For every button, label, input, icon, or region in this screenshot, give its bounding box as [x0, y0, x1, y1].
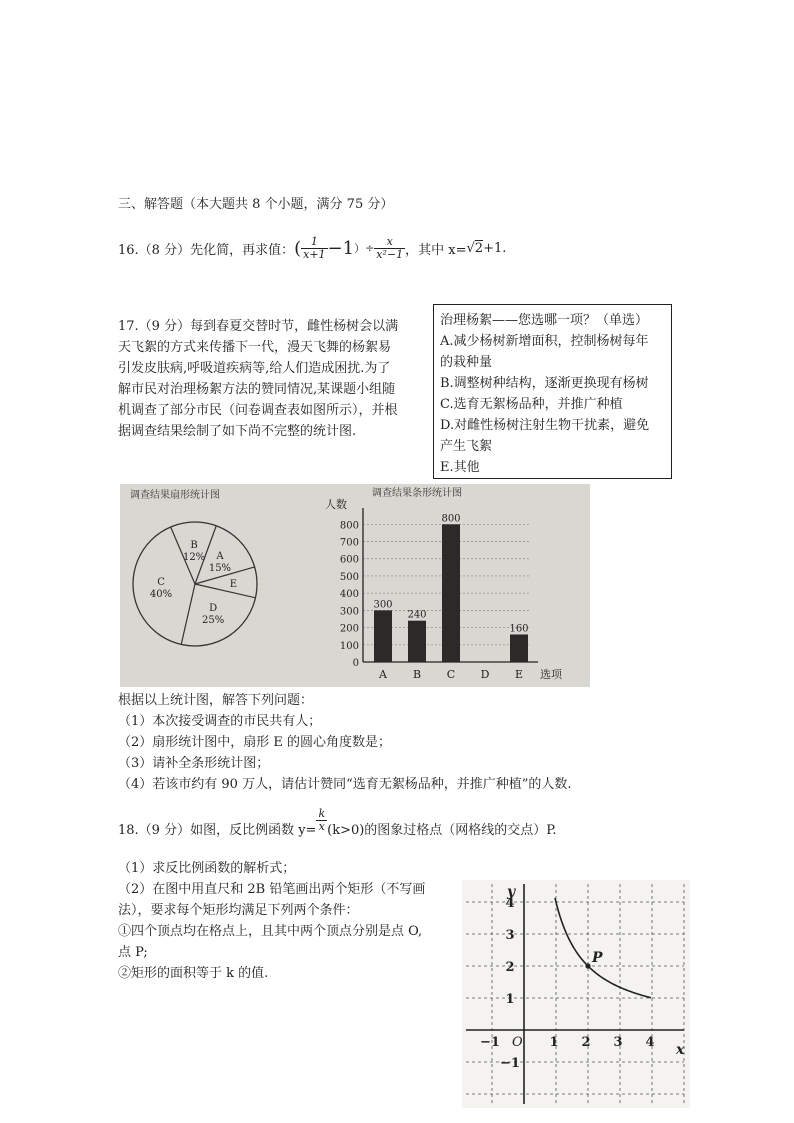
q17-question-3: （3）请补全条形统计图； — [118, 756, 270, 771]
pie-slice-C — [181, 584, 195, 644]
statistics-svg — [120, 484, 590, 687]
q18-text — [118, 858, 448, 984]
y-tick-label: 4 — [505, 896, 515, 911]
bar-title: 调查结果条形统计图 — [372, 488, 462, 499]
y-tick-label: −1 — [500, 1056, 520, 1071]
q18-line-item: 点 P; — [118, 945, 148, 960]
pie-label-C: 40% — [149, 589, 173, 601]
x-tick-label: 2 — [581, 1035, 591, 1050]
bar-value-label-B: 240 — [407, 609, 427, 621]
q18-prefix: 18.（9 分）如图，反比例函数 y= — [118, 822, 317, 838]
bar-B — [408, 621, 426, 662]
bar-xlabel: 选项 — [540, 668, 562, 681]
pie-slice-D — [195, 584, 255, 598]
bar-ytick-label: 700 — [339, 537, 359, 549]
inverse-function-curve — [555, 898, 651, 998]
survey-questionnaire — [433, 304, 672, 479]
bar-ytick-label: 400 — [339, 589, 359, 601]
q16-minus-one: −1 — [327, 237, 355, 259]
q16-open-paren: ( — [294, 237, 302, 259]
y-tick-label: 2 — [505, 960, 515, 975]
q17-line: 解市民对治理杨絮方法的赞同情况,某课题小组随 — [118, 382, 396, 397]
q16-line — [118, 228, 506, 268]
pie-title: 调查结果扇形统计图 — [130, 490, 220, 501]
q17-line: 17.（9 分）每到春夏交替时节，雌性杨树会以满 — [118, 319, 399, 334]
survey-line: D.对雌性杨树注射生物干扰素，避免 — [440, 418, 650, 433]
bar-ylabel: 人数 — [325, 498, 347, 511]
q18-line-item: 法），要求每个矩形均满足下列两个条件： — [118, 903, 359, 918]
q16-prefix: 16.（8 分）先化简，再求值： — [118, 242, 295, 258]
grid-lines — [462, 884, 684, 1104]
survey-line: E.其他 — [440, 460, 480, 475]
q16-frac1-den: x+1 — [303, 247, 326, 261]
pie-label-B: 12% — [182, 551, 206, 563]
q17-text — [118, 316, 428, 442]
grid-tick-labels — [480, 896, 655, 1071]
survey-line: 的栽种量 — [440, 355, 493, 370]
q17-question-1: （1）本次接受调查的市民共有人； — [118, 714, 322, 729]
q18-frac — [316, 808, 327, 833]
q17-line: 机调查了部分市民（问卷调查表如图所示），并根 — [118, 403, 398, 418]
pie-label-A: 15% — [208, 562, 232, 574]
survey-line: C.选育无絮杨品种，并推广种植 — [440, 397, 623, 412]
bar-chart — [340, 508, 538, 681]
survey-line: B.调整树种结构，逐渐更换现有杨树 — [440, 376, 649, 391]
bar-ytick-label: 300 — [339, 606, 359, 618]
pie-label-C: C — [157, 577, 165, 589]
q16-frac2-num: x — [374, 236, 405, 249]
bar-ytick-label: 100 — [339, 640, 359, 652]
bar-category-E: E — [514, 668, 524, 681]
bar-ytick-label: 200 — [339, 623, 359, 635]
q18-line — [118, 808, 557, 848]
q17-line: 引发皮肤病,呼吸道疾病等,给人们造成困扰.为了 — [118, 361, 391, 376]
origin-label: O — [512, 1035, 523, 1050]
q18-cond: (k>0)的图象过格点（网格线的交点）P. — [327, 822, 557, 838]
bar-value-label-E: 160 — [509, 623, 529, 635]
bar-category-D: D — [480, 668, 490, 681]
pie-label-E: E — [229, 578, 238, 590]
bar-A — [374, 610, 392, 662]
bar-category-A: A — [379, 668, 387, 681]
q16-sqrt-arg: 2 — [474, 240, 484, 256]
bar-C — [442, 524, 460, 662]
bar-value-label-C: 800 — [441, 513, 461, 525]
q17-line: 天飞絮的方式来传播下一代，漫天飞舞的杨絮易 — [118, 340, 392, 355]
bar-ytick-label: 800 — [339, 520, 359, 532]
q18-line-item: （1）求反比例函数的解析式； — [118, 861, 296, 876]
y-tick-label: 1 — [505, 992, 515, 1007]
q17-line: 据调查结果绘制了如下尚不完整的统计图. — [118, 424, 357, 439]
q16-sqrt: √2 — [466, 240, 484, 256]
x-tick-label: 3 — [613, 1035, 623, 1050]
coordinate-grid-svg — [462, 880, 690, 1108]
x-axis-label: x — [676, 1042, 685, 1058]
q16-frac2 — [374, 236, 405, 261]
x-tick-label: −1 — [480, 1035, 500, 1050]
survey-line: A.减少杨树新增面积，控制杨树每年 — [440, 334, 649, 349]
bar-ytick-label: 500 — [339, 571, 359, 583]
pie-chart — [133, 522, 257, 646]
y-axis-label: y — [507, 884, 516, 900]
x-tick-label: 4 — [645, 1035, 655, 1050]
bar-E — [510, 634, 528, 662]
q16-frac1-num: 1 — [301, 236, 327, 249]
q16-where: ，其中 x= — [405, 242, 467, 258]
x-tick-label: 1 — [549, 1035, 559, 1050]
q18-frac-den: x — [318, 819, 325, 833]
point-p-label: P — [592, 950, 603, 966]
bar-category-B: B — [412, 668, 422, 681]
bar-ytick-label: 600 — [339, 554, 359, 566]
pie-label-D: D — [209, 602, 218, 614]
survey-line: 产生飞絮 — [440, 439, 493, 454]
q18-line-item: （2）在图中用直尺和 2B 铅笔画出两个矩形（不写画 — [118, 882, 426, 897]
q17-questions — [118, 690, 678, 795]
q16-frac1 — [301, 236, 327, 261]
pie-label-B: B — [190, 539, 198, 551]
section-title: 三、解答题（本大题共 8 个小题，满分 75 分） — [118, 197, 394, 212]
q16-plus-one: +1. — [483, 240, 507, 256]
q18-line-item: ②矩形的面积等于 k 的值. — [118, 966, 269, 981]
pie-label-D: 25% — [202, 614, 225, 626]
bar-ytick-label: 0 — [352, 658, 359, 669]
q16-frac2-den: x²−1 — [376, 247, 404, 261]
q16-div: ）÷ — [354, 242, 375, 255]
statistics-figure — [120, 484, 590, 687]
bar-value-label-A: 300 — [373, 599, 393, 611]
q17-question-2: （2）扇形统计图中，扇形 E 的圆心角度数是； — [118, 735, 392, 750]
q18-line-item: ①四个顶点均在格点上，且其中两个顶点分别是点 O, — [118, 924, 423, 939]
pie-label-A: A — [216, 550, 224, 562]
q17-question-intro: 根据以上统计图，解答下列问题： — [118, 693, 314, 708]
survey-line: 治理杨絮——您选哪一项？（单选） — [440, 313, 649, 328]
q17-question-4: （4）若该市约有 90 万人，请估计赞同“选育无絮杨品种，并推广种植”的人数. — [118, 777, 572, 792]
point-p — [585, 963, 590, 968]
q18-frac-num: k — [318, 806, 326, 820]
y-tick-label: 3 — [505, 928, 515, 943]
bar-category-C: C — [446, 668, 456, 681]
coordinate-figure — [462, 880, 690, 1108]
